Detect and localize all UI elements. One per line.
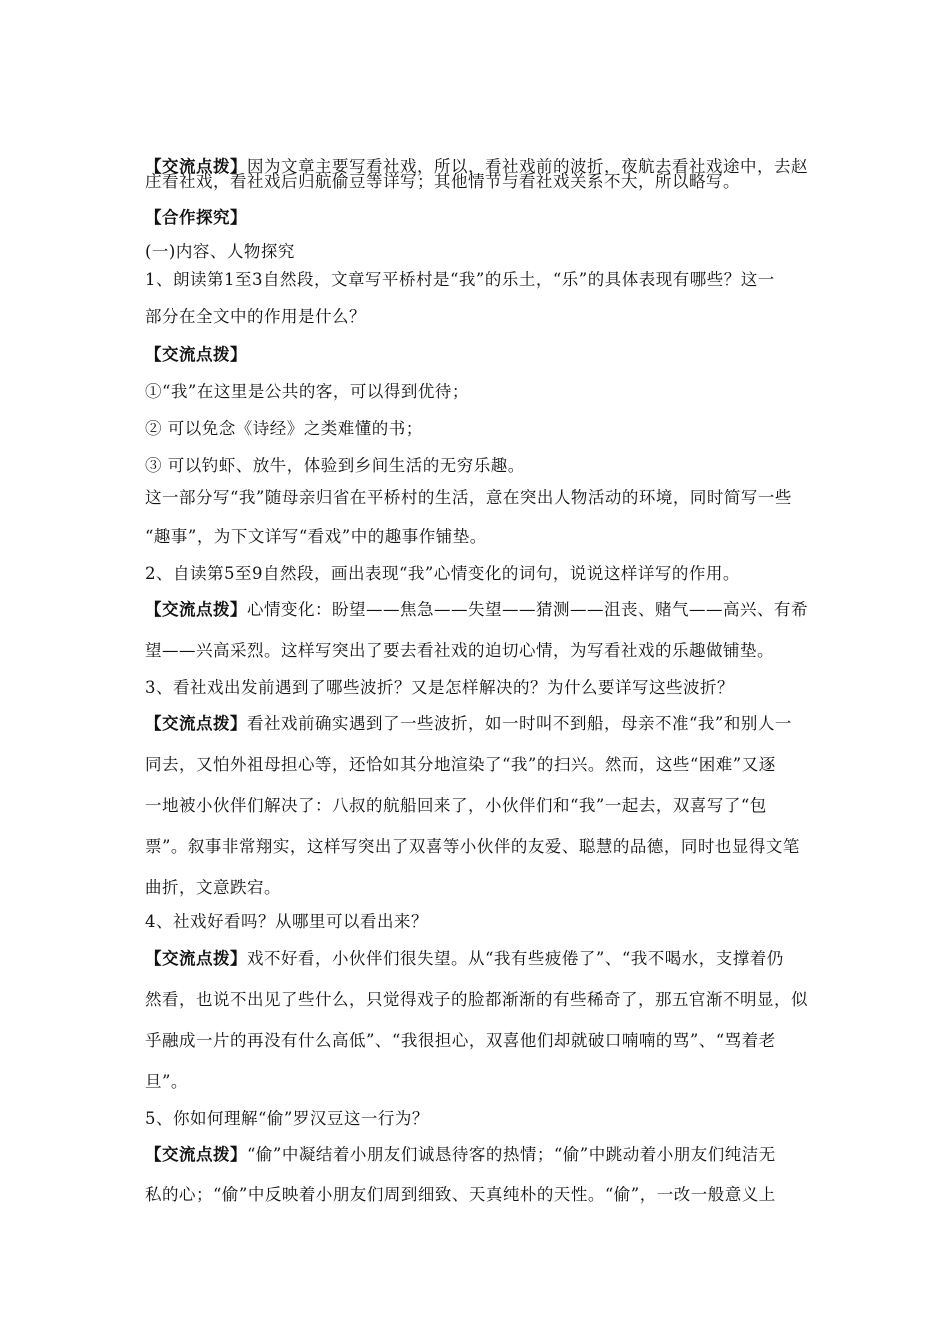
answer-2-line-2: 望——兴高采烈。这样写突出了要去看社戏的迫切心情，为写看社戏的乐趣做铺垫。 xyxy=(145,641,774,660)
question-5: 5、你如何理解“偷”罗汉豆这一行为？ xyxy=(145,1109,429,1128)
exchange-tip-label: 【交流点拨】 xyxy=(145,714,247,733)
answer-1-item-2: ② 可以免念《诗经》之类难懂的书； xyxy=(145,419,423,438)
question-2: 2、自读第5至9自然段，画出表现“我”心情变化的词句，说说这样详写的作用。 xyxy=(145,564,740,583)
answer-3-line-3: 一地被小伙伴们解决了：八叔的航船回来了，小伙伴们和“我”一起去，双喜写了“包 xyxy=(145,796,767,815)
answer-4-line-1: 【交流点拨】戏不好看，小伙伴们很失望。从“我有些疲倦了”、“我不喝水，支撑着仍 xyxy=(145,949,784,968)
question-3: 3、看社戏出发前遇到了哪些波折？又是怎样解决的？为什么要详写这些波折？ xyxy=(145,678,734,697)
answer-4-line-3: 乎融成一片的再没有什么高低”、“我很担心，双喜他们却就破口喃喃的骂”、“骂着老 xyxy=(145,1031,776,1050)
answer-3-line-4: 票”。叙事非常翔实，这样写突出了双喜等小伙伴的友爱、聪慧的品德，同时也显得文笔 xyxy=(145,837,800,856)
subsection-heading: (一)内容、人物探究 xyxy=(145,242,295,261)
answer-3-line-2: 同去，又怕外祖母担心等，还恰如其分地渲染了“我”的扫兴。然而，这些“困难”又逐 xyxy=(145,755,776,774)
exchange-tip-label: 【交流点拨】 xyxy=(145,600,247,619)
exchange-tip-label: 【交流点拨】 xyxy=(145,157,247,176)
answer-4-line-2: 然看，也说不出见了些什么，只觉得戏子的脸都渐渐的有些稀奇了，那五官渐不明显，似 xyxy=(145,990,808,1009)
answer-2-line-1: 【交流点拨】心情变化：盼望——焦急——失望——猜测——沮丧、赌气——高兴、有希 xyxy=(145,600,808,619)
exchange-tip-label: 【交流点拨】 xyxy=(145,345,247,364)
paragraph-intro-line-1: 【交流点拨】因为文章主要写看社戏，所以，看社戏前的波折，夜航去看社戏途中，去赵 xyxy=(145,157,808,176)
answer-1-summary-line-2: “趣事”，为下文详写“看戏”中的趣事作铺垫。 xyxy=(145,527,487,546)
question-1-line-1: 1、朗读第1至3自然段，文章写平桥村是“我”的乐土，“乐”的具体表现有哪些？这一 xyxy=(145,270,775,289)
exchange-tip-label: 【交流点拨】 xyxy=(145,1145,247,1164)
answer-1-summary-line-1: 这一部分写“我”随母亲归省在平桥村的生活，意在突出人物活动的环境，同时简写一些 xyxy=(145,488,792,507)
answer-4-line-4: 旦”。 xyxy=(145,1072,188,1091)
section-heading: 【合作探究】 xyxy=(145,208,247,227)
answer-3-line-1: 【交流点拨】看社戏前确实遇到了一些波折，如一时叫不到船，母亲不准“我”和别人一 xyxy=(145,714,792,733)
question-1-line-2: 部分在全文中的作用是什么？ xyxy=(145,307,366,326)
answer-1-item-3: ③ 可以钓虾、放牛，体验到乡间生活的无穷乐趣。 xyxy=(145,456,525,475)
answer-3-line-5: 曲折，文意跌宕。 xyxy=(145,878,281,897)
answer-5-line-1: 【交流点拨】“偷”中凝结着小朋友们诚恳待客的热情；“偷”中跳动着小朋友们纯洁无 xyxy=(145,1145,776,1164)
exchange-tip-label: 【交流点拨】 xyxy=(145,949,247,968)
answer-5-line-2: 私的心；“偷”中反映着小朋友们周到细致、天真纯朴的天性。“偷”，一改一般意义上 xyxy=(145,1185,776,1204)
paragraph-intro-line-2: 庄看社戏，看社戏后归航偷豆等详写；其他情节与看社戏关系不大，所以略写。 xyxy=(145,172,740,191)
answer-1-item-1: ①“我”在这里是公共的客，可以得到优待； xyxy=(145,382,469,401)
question-4: 4、社戏好看吗？从哪里可以看出来？ xyxy=(145,912,428,931)
